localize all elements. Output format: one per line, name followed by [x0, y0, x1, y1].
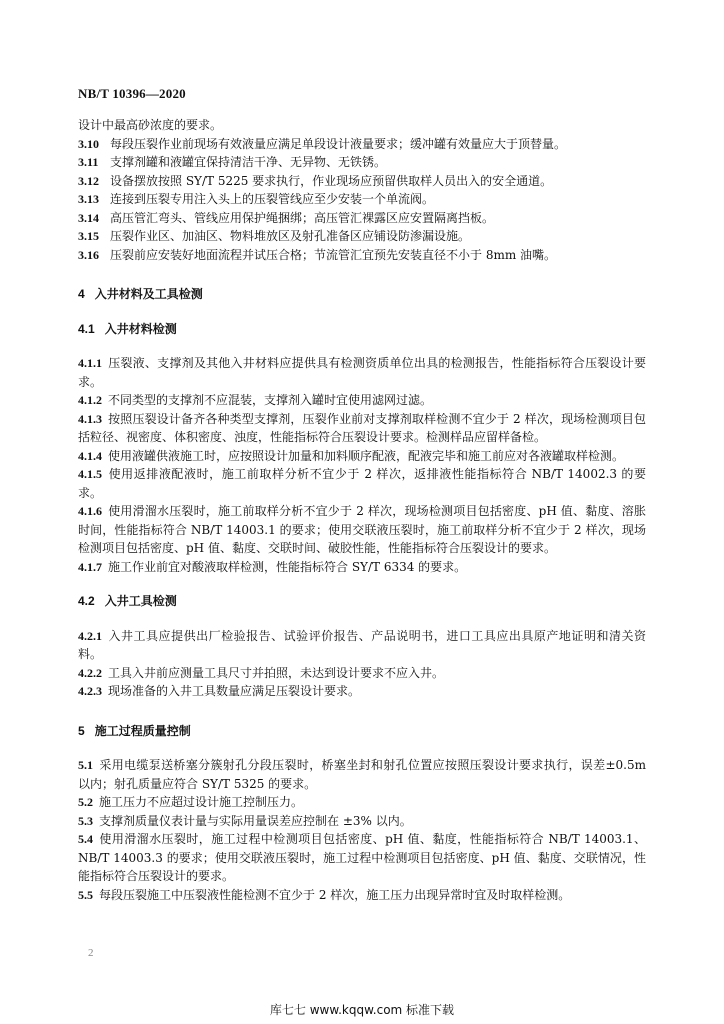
clause-4-2-3 — [78, 682, 646, 701]
clause-3-16 — [78, 246, 646, 265]
clause-number: 4.1.7 — [78, 559, 102, 574]
clause-number: 3.12 — [78, 173, 99, 188]
clause-number: 5.5 — [78, 887, 93, 902]
clause-4-2-2 — [78, 664, 646, 683]
clause-3-14 — [78, 209, 646, 228]
clause-number: 4.2.3 — [78, 684, 102, 698]
section-3-clauses — [78, 135, 646, 265]
spacer — [78, 740, 646, 756]
section-5-heading — [78, 722, 646, 741]
clause-4-1-4 — [78, 447, 646, 466]
spacer — [78, 338, 646, 354]
subsection-4-1-heading — [78, 320, 646, 339]
spacer — [78, 264, 646, 285]
clause-3-15 — [78, 227, 646, 246]
clause-number: 3.15 — [78, 229, 99, 243]
clause-text: 压裂前应安装好地面流程并试压合格；节流管汇宜预先安装直径不小于 8mm 油嘴。 — [110, 247, 557, 262]
clause-text: 使用滑溜水压裂时，施工过程中检测项目包括密度、pH 值、黏度，性能指标符合 NB/T 14003.1、NB/T 14003.3 的要求；使用交联液压裂时，施工过程中检测项目包括密度、pH 值、黏度、交联情况，性能指标符合压裂设计的要求。 — [78, 832, 646, 883]
clause-text: 支撑剂质量仪表计量与实际用量误差应控制在 ±3% 以内。 — [99, 813, 412, 828]
clause-text: 不同类型的支撑剂不应混装，支撑剂入罐时宜使用滤网过滤。 — [108, 393, 433, 407]
clause-3-13 — [78, 190, 646, 209]
clause-4-1-7 — [78, 558, 646, 577]
clause-text: 现场准备的入井工具数量应满足压裂设计要求。 — [108, 684, 361, 698]
clause-4-1-6 — [78, 502, 646, 558]
clause-text: 压裂液、支撑剂及其他入井材料应提供具有检测资质单位出具的检测报告，性能指标符合压裂设计要求。 — [78, 356, 646, 389]
clause-text: 设备摆放按照 SY/T 5225 要求执行，作业现场应预留供取样人员出入的安全通道。 — [110, 173, 553, 188]
clause-text: 连接到压裂专用注入头上的压裂管线应至少安装一个单流阀。 — [110, 192, 435, 206]
clause-number: 4.1.2 — [78, 393, 102, 407]
clause-number: 5.3 — [78, 813, 93, 828]
clause-text: 高压管汇弯头、管线应用保护绳捆绑；高压管汇裸露区应安置隔离挡板。 — [110, 210, 495, 225]
subsection-title: 入井工具检测 — [104, 594, 177, 608]
document-body — [78, 116, 646, 904]
clause-5-5 — [78, 886, 646, 905]
subsection-title: 入井材料检测 — [104, 321, 177, 336]
clause-text: 采用电缆泵送桥塞分簇射孔分段压裂时，桥塞坐封和射孔位置应按照压裂设计要求执行，误差±0.5m 以内；射孔质量应符合 SY/T 5325 的要求。 — [78, 758, 646, 791]
clause-number: 4.1.3 — [78, 411, 102, 426]
clause-5-3 — [78, 812, 646, 831]
clause-text: 施工压力不应超过设计施工控制压力。 — [99, 795, 304, 809]
subsection-4-2-heading — [78, 592, 646, 611]
spacer — [78, 576, 646, 592]
clause-3-11 — [78, 153, 646, 172]
spacer — [78, 701, 646, 722]
clause-number: 3.16 — [78, 247, 99, 262]
clause-4-2-1 — [78, 627, 646, 664]
standard-code-header: NB/T 10396—2020 — [78, 86, 186, 101]
clause-4-1-1 — [78, 354, 646, 391]
clause-number: 4.1.1 — [78, 356, 102, 370]
section-title: 入井材料及工具检测 — [94, 287, 203, 301]
clause-number: 4.2.2 — [78, 665, 102, 680]
clause-5-1 — [78, 756, 646, 793]
clause-3-10 — [78, 135, 646, 154]
clause-text: 按照压裂设计备齐各种类型支撑剂，压裂作业前对支撑剂取样检测不宜少于 2 样次，现场检测项目包括粒径、视密度、体积密度、浊度，性能指标符合压裂设计要求。检测样品应留样备检。 — [78, 411, 646, 444]
clause-number: 4.1.4 — [78, 448, 102, 463]
section-4-heading — [78, 285, 646, 304]
subsection-number: 4.1 — [78, 321, 95, 336]
clause-text: 施工作业前宜对酸液取样检测，性能指标符合 SY/T 6334 的要求。 — [108, 559, 467, 574]
page-number: 2 — [88, 947, 94, 959]
clause-text: 每段压裂作业前现场有效液量应满足单段设计液量要求；缓冲罐有效量应大于顶替量。 — [110, 136, 567, 151]
clause-number: 5.2 — [78, 795, 93, 809]
section-number: 5 — [78, 723, 85, 738]
clause-number: 3.10 — [78, 136, 99, 151]
clause-4-1-5 — [78, 465, 646, 502]
clause-5-2 — [78, 793, 646, 812]
subsection-number: 4.2 — [78, 594, 95, 608]
clause-number: 3.14 — [78, 210, 99, 225]
clause-4-1-3 — [78, 410, 646, 447]
section-title: 施工过程质量控制 — [94, 723, 191, 738]
clause-text: 使用返排液配液时，施工前取样分析不宜少于 2 样次，返排液性能指标符合 NB/T 14002.3 的要求。 — [78, 467, 646, 500]
footer-watermark-text: 库七七 www.kqqw.com 标准下载 — [269, 1003, 455, 1017]
clause-text: 使用液罐供液施工时，应按照设计加量和加料顺序配液，配液完毕和施工前应对各液罐取样检测。 — [108, 448, 625, 463]
clause-number: 5.4 — [78, 832, 93, 846]
clause-text: 入井工具应提供出厂检验报告、试验评价报告、产品说明书，进口工具应出具原产地证明和清关资料。 — [78, 628, 646, 661]
paragraph-continuation: 设计中最高砂浓度的要求。 — [78, 118, 223, 132]
section-number: 4 — [78, 287, 85, 301]
clause-number: 4.2.1 — [78, 628, 102, 643]
clause-number: 4.1.5 — [78, 467, 102, 481]
clause-text: 支撑剂罐和液罐宜保持清洁干净、无异物、无铁锈。 — [110, 155, 387, 169]
clause-4-1-2 — [78, 391, 646, 410]
clause-5-4 — [78, 830, 646, 886]
spacer — [78, 611, 646, 627]
clause-text: 每段压裂施工中压裂液性能检测不宜少于 2 样次，施工压力出现异常时宜及时取样检测。 — [99, 887, 571, 902]
clause-text: 工具入井前应测量工具尺寸并拍照，未达到设计要求不应入井。 — [108, 665, 445, 680]
clause-number: 4.1.6 — [78, 504, 102, 518]
clause-text: 压裂作业区、加油区、物料堆放区及射孔准备区应铺设防渗漏设施。 — [110, 229, 471, 243]
spacer — [78, 304, 646, 320]
clause-number: 5.1 — [78, 758, 93, 772]
clause-number: 3.11 — [78, 155, 99, 169]
clause-3-12 — [78, 172, 646, 191]
clause-number: 3.13 — [78, 192, 99, 206]
clause-text: 使用滑溜水压裂时，施工前取样分析不宜少于 2 样次，现场检测项目包括密度、pH 值、黏度、溶胀时间，性能指标符合 NB/T 14003.1 的要求；使用交联液压裂时，施工前取样分析不宜少于 2 样次，现场检测项目包括密度、pH 值、黏度、交联时间、破胶性能，性能指标符合压裂设计的要求。 — [78, 504, 646, 555]
